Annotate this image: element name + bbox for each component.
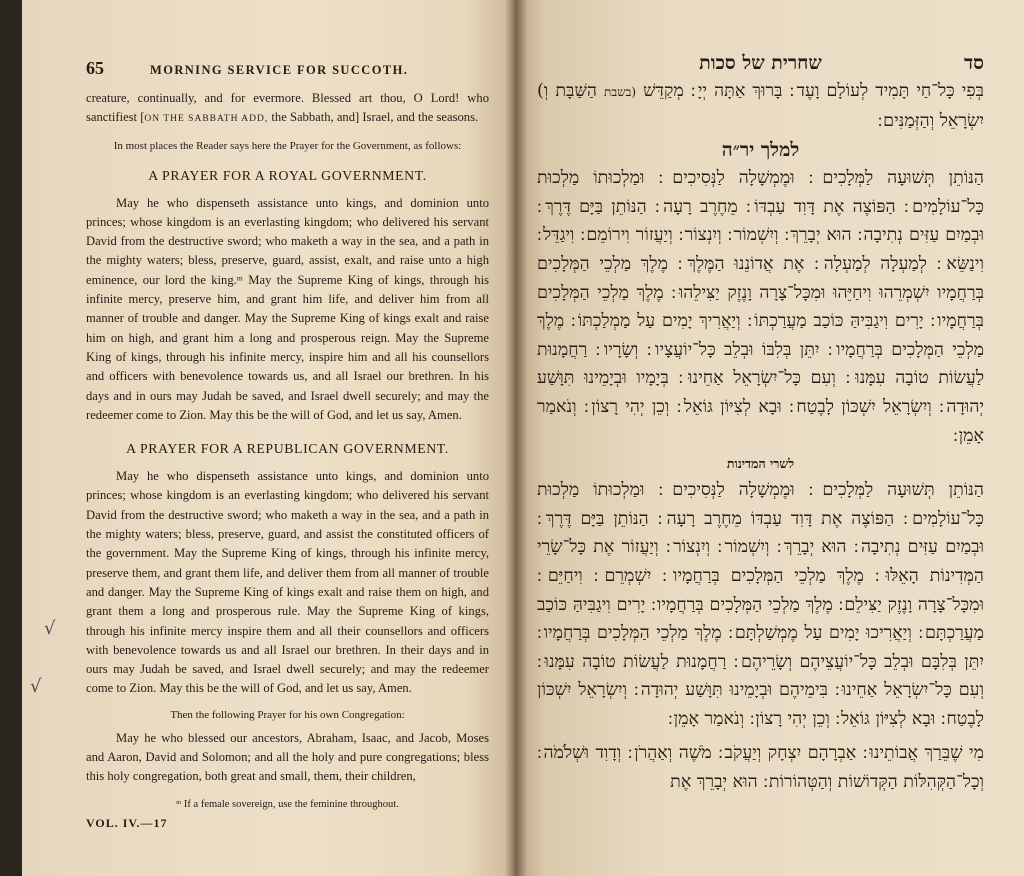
left-page [22,0,515,876]
signature-mark: VOL. IV.—17 [86,815,168,830]
right-running-head: שחרית של סכות [699,52,822,74]
prayer-for-king-hebrew: הַנּוֹתֵן תְּשׁוּעָה לַמְּלָכִים ׃ וּמֶמְשָׁלָה לַנְּסִיכִים ׃ וּמַלְכוּתוֹ מַלְכוּת כָּל־עוֹלָמִים ׃ הַפּוֹצֶה אֶת דָּוִד עַבְדּוֹ ׃ מֵחֶרֶב רָעָה ׃ הַנּוֹתֵן בַּיָּם דֶּרֶךְ ׃ וּבְמַיִם עַזִּים נְתִיבָה ׃ הוּא יְבָרֵךְ ׃ וְיִשְׁמוֹר ׃ וְיִנְצוֹר ׃ וְיַעֲזוֹר וִירוֹמֵם ׃ וִיגַדֵּל ׃ וִינַשֵּׂא ׃ לְמַעְלָה לְמַעְלָה ׃ אֶת אֲדוֹנֵנוּ הַמֶּלֶךְ ׃ מֶלֶךְ מַלְכֵי הַמְּלָכִים בְּרַחֲמָיו יִשְׁמְרֵהוּ וִיחַיֵּהוּ וּמִכָּל־צָרָה וָנֶזֶק יַצִּילֵהוּ ׃ מֶלֶךְ מַלְכֵי הַמְּלָכִים בְּרַחֲמָיו ׃ יָרִים וִיגַבִּיהַּ כּוֹכַב מַעֲרַכְתּוֹ ׃ וְיַאֲרִיךְ יָמִים עַל מַמְלַכְתּוֹ ׃ מֶלֶךְ מַלְכֵי הַמְּלָכִים בְּרַחֲמָיו ׃ יִתֵּן בְּלִבּוֹ וּבְלֵב כָּל־יוֹעֲצָיו ׃ וְשָׂרָיו ׃ רַחֲמָנוּת לַעֲשׂוֹת טוֹבָה עִמָּנוּ ׃ וְעִם כָּל־יִשְׂרָאֵל אַחֵינוּ ׃ בְּיָמָיו וּבְיָמֵינוּ תִּוָּשַׁע יְהוּדָה ׃ וְיִשְׂרָאֵל יִשְׁכּוֹן לָבֶטַח ׃ וּבָא לְצִיּוֹן גּוֹאֵל ׃ וְכֵן יְהִי רָצוֹן ׃ וְנֹאמַר אָמֵן ׃ [537,168,984,446]
hebrew-intro [537,77,984,135]
prayer-for-king-heading: למלך יר״ה [721,139,800,162]
hebrew-intro-text: בְּפִי כָּל־חַי תָּמִיד לְעוֹלָם וָעֶד ׃ בָּרוּךְ אַתָּה יְיָ ׃ מְקַדֵּשׁ [643,81,984,101]
left-page-header [86,58,489,79]
footnote: ᵐ If a female sovereign, use the feminine throughout. [176,798,399,810]
right-page-number: סד [964,52,984,74]
sabbath-note-hebrew: (בשבת [604,85,637,99]
royal-government-prayer: May he who dispenseth assistance unto kings, and dominion unto princes; whose kingdom is an everlasting kingdom; who delivered his servant David from the destructive sword; who maketh a way in the sea, and a path in the mighty waters; bless, preserve, guard, assist, exalt, and raise unto a high eminence, our lord the king.ᵐ May the Supreme King of kings, through his infinite mercy, preserve him, and grant him life, and deliver him from all manner of trouble and danger. May the Supreme King of kings exalt and raise him on high, and grant him a long and prosperous reign. May the Supreme King of kings, through his infinite mercy, inspire him and all his counsellors and officers with benevolence towards us, and all Israel our brethren. In his days and in ours may Judah be saved, and Israel dwell securely; and may the redeemer come to Zion. May this be the will of God, and let us say, Amen. [86,195,489,422]
pencil-check-mark: √ [44,618,56,639]
right-page-header [537,52,984,75]
congregation-prayer-hebrew: מִי שֶׁבֵּרַךְ אֲבוֹתֵינוּ ׃ אַבְרָהָם יִצְחָק וְיַעֲקֹב ׃ מֹשֶׁה וְאַהֲרֹן ׃ וְדָוִד וּשְׁלֹמֹה ׃ וְכָל־הַקְּהִלּוֹת הַקְּדוֹשׁוֹת וְהַטְּהוֹרוֹת ׃ הוּא יְבָרֵךְ אֶת [537,743,984,793]
intro-text-after: the Sabbath, and] Israel, and the seasons. [268,110,479,125]
prayer-for-officers-hebrew: הַנּוֹתֵן תְּשׁוּעָה לַמְּלָכִים ׃ וּמֶמְשָׁלָה לַנְּסִיכִים ׃ וּמַלְכוּתוֹ מַלְכוּת כָּל־עוֹלָמִים ׃ הַפּוֹצֶה אֶת דָּוִד עַבְדּוֹ מֵחֶרֶב רָעָה ׃ הַנּוֹתֵן בַּיָּם דֶּרֶךְ ׃ וּבְמַיִם עַזִּים נְתִיבָה ׃ הוּא יְבָרֵךְ ׃ וְיִשְׁמוֹר ׃ וְיִנְצוֹר ׃ וְיַעֲזוֹר אֶת כָּל־שָׂרֵי הַמְּדִינוֹת הָאֵלּוּ ׃ מֶלֶךְ מַלְכֵי הַמְּלָכִים בְּרַחֲמָיו ׃ יִשְׁמְרֵם ׃ וִיחַיֵּם ׃ וּמִכָּל־צָרָה וָנֶזֶק יַצִּילֵם ׃ מֶלֶךְ מַלְכֵי הַמְּלָכִים בְּרַחֲמָיו ׃ יָרִים וִיגַבִּיהַּ כּוֹכַב מַעֲרַכְתָּם ׃ וְיַאֲרִיכוּ יָמִים עַל מֶמְשַׁלְתָּם ׃ מֶלֶךְ מַלְכֵי הַמְּלָכִים בְּרַחֲמָיו ׃ יִתֵּן בְּלִבָּם וּבְלֵב כָּל־יוֹעֲצֵיהֶם וְשָׂרֵיהֶם ׃ רַחֲמָנוּת לַעֲשׂוֹת טוֹבָה עִמָּנוּ ׃ וְעִם כָּל־יִשְׂרָאֵל אַחֵינוּ ׃ בִּימֵיהֶם וּבְיָמֵינוּ תִּוָּשַׁע יְהוּדָה ׃ וְיִשְׂרָאֵל יִשְׁכּוֹן לָבֶטַח ׃ וּבָא לְצִיּוֹן גּוֹאֵל ׃ וְכֵן יְהִי רָצוֹן ׃ וְנֹאמַר אָמֵן ׃ [537,480,984,729]
congregation-prayer-english: May he who blessed our ancestors, Abraham, Isaac, and Jacob, Moses and Aaron, David and Solomon; and all the holy and pure congregations; bless this holy congregation, both great and small, them, their children, [86,730,489,784]
congregation-instruction: Then the following Prayer for his own Congregation: [170,708,405,721]
republican-government-heading: A PRAYER FOR A REPUBLICAN GOVERNMENT. [126,441,449,457]
republican-government-prayer: May he who dispenseth assistance unto kings, and dominion unto princes; whose kingdom is an everlasting kingdom; who delivered his servant David from the destructive sword; who maketh a way in the sea, and a path in the mighty waters; bless, preserve, guard, and assist the constituted officers of the government. May the Supreme King of kings, through his infinite mercy, preserve them, and grant them life, and deliver them from all manner of trouble and danger. May the Supreme King of kings exalt and raise them on high, and grant them a long and prosperous rule. May the Supreme King of kings, through his infinite mercy inspire them and all their counsellors and officers with benevolence towards us and all Israel our brethren. In their days and in ours may Judah be saved, and Israel dwell securely; and may the redeemer come to Zion. May this be the will of God, and let us say, Amen. [86,469,489,696]
left-page-number: 65 [86,58,104,78]
hebrew-intro-text-2: הַשַּׁבָּת וְ) יִשְׂרָאֵל וְהַזְּמַנִּים ׃ [537,81,984,131]
book-gutter [505,0,527,876]
right-page [515,0,1024,876]
sabbath-note: ON THE SABBATH ADD, [144,114,269,125]
pencil-check-mark: √ [30,676,42,697]
royal-government-heading: A PRAYER FOR A ROYAL GOVERNMENT. [148,167,427,183]
prayer-for-officers-heading: לשרי המדינות [726,456,795,472]
government-instruction: In most places the Reader says here the Prayer for the Government, as follows: [113,139,462,152]
intro-paragraph [86,89,489,130]
intro-text-before: creature, continually, and for evermore. Blessed art thou, O Lord! who sanctifiest [ [86,91,489,125]
left-running-head: MORNING SERVICE FOR SUCCOTH. [150,63,409,77]
